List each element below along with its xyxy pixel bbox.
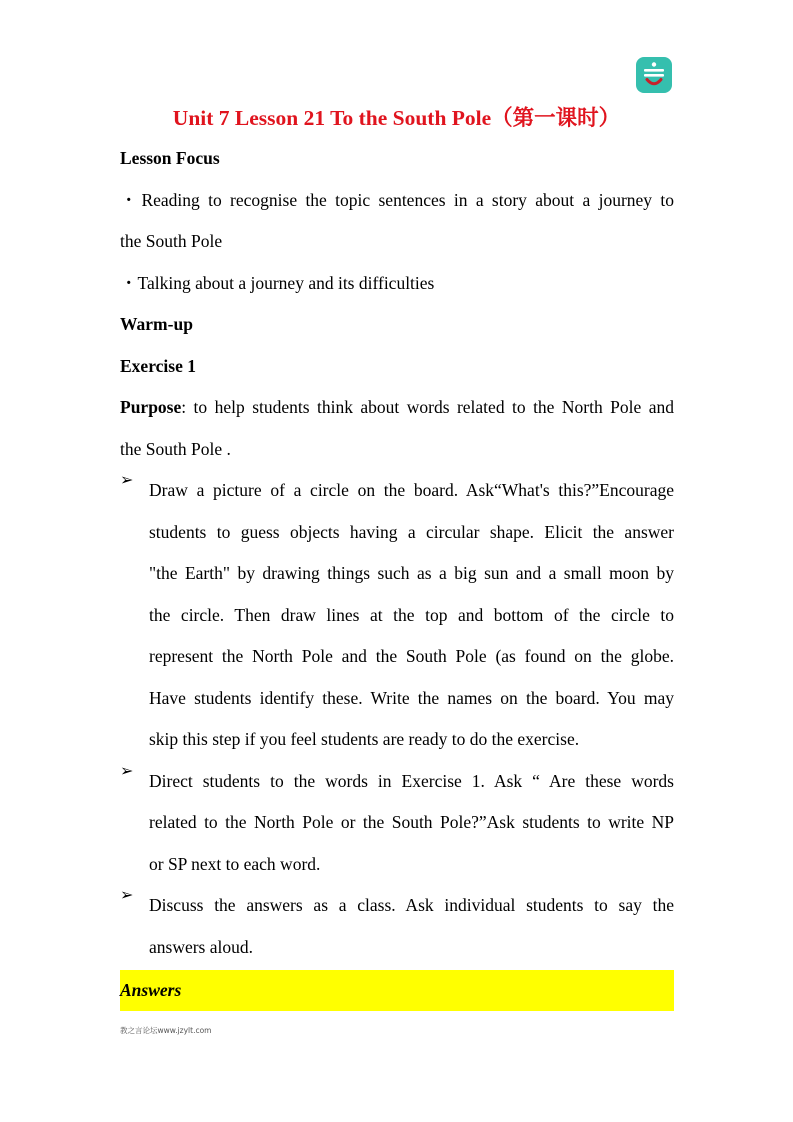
step-3-line: Discuss the answers as a class. Ask individual students to say the bbox=[149, 895, 674, 915]
lesson-focus-heading: Lesson Focus bbox=[120, 148, 220, 168]
jzyl-logo-icon bbox=[636, 57, 672, 93]
answers-highlight bbox=[120, 970, 674, 1011]
arrow-bullet-icon: ➢ bbox=[120, 760, 134, 780]
arrow-bullet-icon: ➢ bbox=[120, 885, 134, 904]
exercise-heading: Exercise 1 bbox=[120, 355, 196, 376]
purpose-text: : to help students think about words related to the North Pole and bbox=[181, 397, 674, 417]
purpose-line-2: the South Pole . bbox=[120, 438, 231, 459]
step-3 bbox=[120, 885, 674, 968]
focus-item-1-line-2: the South Pole bbox=[120, 231, 223, 251]
step-3-line: answers aloud. bbox=[149, 936, 254, 957]
step-1-line: the circle. Then draw lines at the top and bottom of the circle to bbox=[149, 604, 674, 625]
step-2-line: related to the North Pole or the South Pole?”Ask students to write NP bbox=[149, 812, 674, 832]
focus-item-1-line-1: ・Reading to recognise the topic sentences in a story about a journey to bbox=[120, 189, 674, 210]
step-2-line: or SP next to each word. bbox=[149, 853, 321, 874]
arrow-bullet-icon: ➢ bbox=[120, 470, 134, 489]
purpose-label: Purpose bbox=[120, 397, 182, 417]
page-title: Unit 7 Lesson 21 To the South Pole（第一课时） bbox=[172, 106, 621, 130]
answers-heading: Answers bbox=[120, 980, 182, 1000]
step-1-line: students to guess objects having a circular shape. Elicit the answer bbox=[149, 521, 674, 542]
step-1 bbox=[120, 470, 674, 761]
footer-source: 教之言论坛www.jzylt.com bbox=[120, 1026, 212, 1035]
focus-item-2: ・Talking about a journey and its difficulties bbox=[120, 272, 435, 293]
document-body bbox=[120, 138, 674, 968]
warmup-heading: Warm-up bbox=[120, 314, 193, 334]
step-1-line: represent the North Pole and the South Pole (as found on the globe. bbox=[149, 646, 674, 666]
purpose-line-1 bbox=[120, 387, 674, 429]
step-2-line: Direct students to the words in Exercise 1. Ask “ Are these words bbox=[149, 770, 674, 791]
step-1-line: Draw a picture of a circle on the board. Ask“What's this?”Encourage bbox=[149, 480, 674, 500]
step-1-line: skip this step if you feel students are ready to do the exercise. bbox=[149, 729, 580, 749]
step-2 bbox=[120, 761, 674, 886]
step-1-line: "the Earth" by drawing things such as a big sun and a small moon by bbox=[149, 563, 674, 583]
step-1-line: Have students identify these. Write the names on the board. You may bbox=[149, 687, 674, 708]
